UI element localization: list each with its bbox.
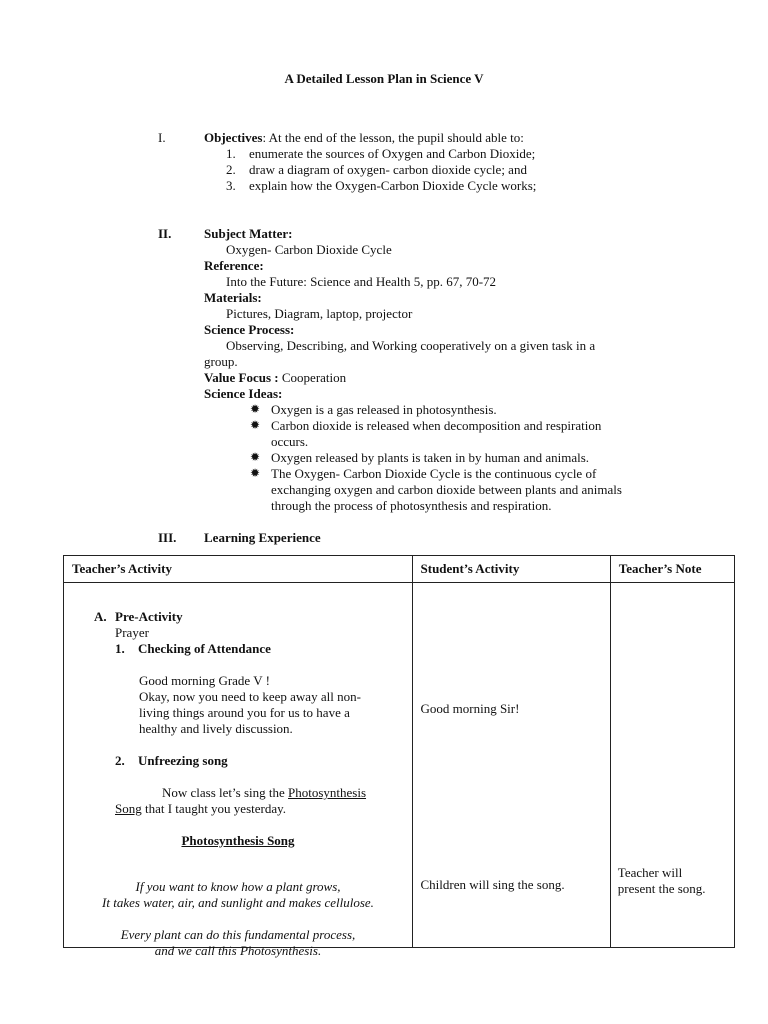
- step-1-num: 1.: [115, 641, 125, 656]
- reference-value: Into the Future: Science and Health 5, pp. 67, 70-72: [226, 274, 497, 289]
- subject-matter-value: Oxygen- Carbon Dioxide Cycle: [226, 242, 392, 257]
- table-row: [64, 583, 735, 948]
- step-2-num: 2.: [115, 753, 125, 768]
- page-title: A Detailed Lesson Plan in Science V: [284, 71, 484, 86]
- science-process-value-line1: Observing, Describing, and Working cooperatively on a given task in a: [226, 338, 596, 353]
- lyric-line-1: If you want to know how a plant grows,: [135, 879, 341, 894]
- unfreezing-song-heading: Unfreezing song: [138, 753, 228, 768]
- sing-instruction-line2: [115, 801, 286, 817]
- bullet-icon: [250, 452, 261, 463]
- objective-3-text: explain how the Oxygen-Carbon Dioxide Cycle works;: [249, 178, 537, 193]
- objectives-line: [204, 130, 524, 146]
- teacher-activity-cell: [64, 583, 413, 958]
- lyric-line-2: It takes water, air, and sunlight and makes cellulose.: [102, 895, 374, 910]
- prayer-text: Prayer: [115, 625, 149, 640]
- sing-instruction-pre: Now class let’s sing the: [162, 785, 289, 800]
- header-teacher-note: Teacher’s Note: [610, 556, 734, 583]
- materials-heading: Materials:: [204, 290, 262, 305]
- student-reply-sing: Children will sing the song.: [420, 877, 565, 892]
- student-reply-greeting: Good morning Sir!: [420, 701, 520, 716]
- lyric-line-4: and we call this Photosynthesis.: [154, 943, 322, 958]
- pre-activity-heading: Pre-Activity: [115, 609, 183, 624]
- learning-experience-heading: Learning Experience: [204, 530, 321, 545]
- idea-4-line2: exchanging oxygen and carbon dioxide between plants and animals: [271, 482, 622, 497]
- idea-4-line1: The Oxygen- Carbon Dioxide Cycle is the continuous cycle of: [271, 466, 597, 481]
- science-process-heading: Science Process:: [204, 322, 295, 337]
- teacher-note-cell: [610, 583, 734, 948]
- value-focus-line: [204, 370, 346, 386]
- table-header-row: [64, 556, 735, 583]
- bullet-icon: [250, 404, 261, 415]
- bullet-icon: [250, 468, 261, 479]
- bullet-icon: [250, 420, 261, 431]
- section-3-numeral: III.: [158, 530, 177, 545]
- teacher-greeting: Good morning Grade V !: [139, 673, 270, 688]
- objectives-intro: : At the end of the lesson, the pupil should able to:: [262, 130, 524, 145]
- subject-matter-heading: Subject Matter:: [204, 226, 293, 241]
- teacher-instruction-line1: Okay, now you need to keep away all non-: [139, 689, 361, 704]
- photosynthesis-song-link-part2: Song: [115, 801, 142, 816]
- checking-attendance-heading: Checking of Attendance: [138, 641, 271, 656]
- student-activity-cell: [412, 583, 610, 948]
- reference-heading: Reference:: [204, 258, 264, 273]
- materials-value: Pictures, Diagram, laptop, projector: [226, 306, 413, 321]
- photosynthesis-song-link-part1: Photosynthesis: [288, 785, 367, 800]
- value-focus-value: Cooperation: [281, 370, 347, 385]
- idea-4-line3: through the process of photosynthesis and respiration.: [271, 498, 552, 513]
- section-2-numeral: II.: [158, 226, 172, 241]
- sing-instruction-post: that I taught you yesterday.: [141, 801, 287, 816]
- header-student-activity: Student’s Activity: [412, 556, 610, 583]
- objective-1-num: 1.: [226, 146, 236, 161]
- learning-experience-table: [63, 555, 735, 958]
- teacher-instruction-line3: healthy and lively discussion.: [139, 721, 293, 736]
- objective-1-text: enumerate the sources of Oxygen and Carbon Dioxide;: [249, 146, 536, 161]
- idea-2-line1: Carbon dioxide is released when decomposition and respiration: [271, 418, 602, 433]
- objectives-heading: Objectives: [204, 130, 263, 145]
- objective-3-num: 3.: [226, 178, 236, 193]
- science-ideas-heading: Science Ideas:: [204, 386, 283, 401]
- sing-instruction-line1: [162, 785, 366, 801]
- objective-2-num: 2.: [226, 162, 236, 177]
- idea-1-text: Oxygen is a gas released in photosynthesis.: [271, 402, 497, 417]
- teacher-note-line1: Teacher will: [617, 865, 683, 880]
- header-teacher-activity: Teacher’s Activity: [64, 556, 413, 583]
- pre-activity-label: A.: [94, 609, 107, 624]
- song-title: Photosynthesis Song: [181, 833, 295, 848]
- idea-2-line2: occurs.: [271, 434, 309, 449]
- objective-2-text: draw a diagram of oxygen- carbon dioxide cycle; and: [249, 162, 527, 177]
- lyric-line-3: Every plant can do this fundamental process,: [120, 927, 356, 942]
- science-process-value-line2: group.: [204, 354, 238, 369]
- value-focus-heading: Value Focus :: [204, 370, 279, 385]
- section-1-numeral: I.: [158, 130, 166, 145]
- idea-3-text: Oxygen released by plants is taken in by human and animals.: [271, 450, 590, 465]
- teacher-note-line2: present the song.: [617, 881, 706, 896]
- teacher-instruction-line2: living things around you for us to have a: [139, 705, 350, 720]
